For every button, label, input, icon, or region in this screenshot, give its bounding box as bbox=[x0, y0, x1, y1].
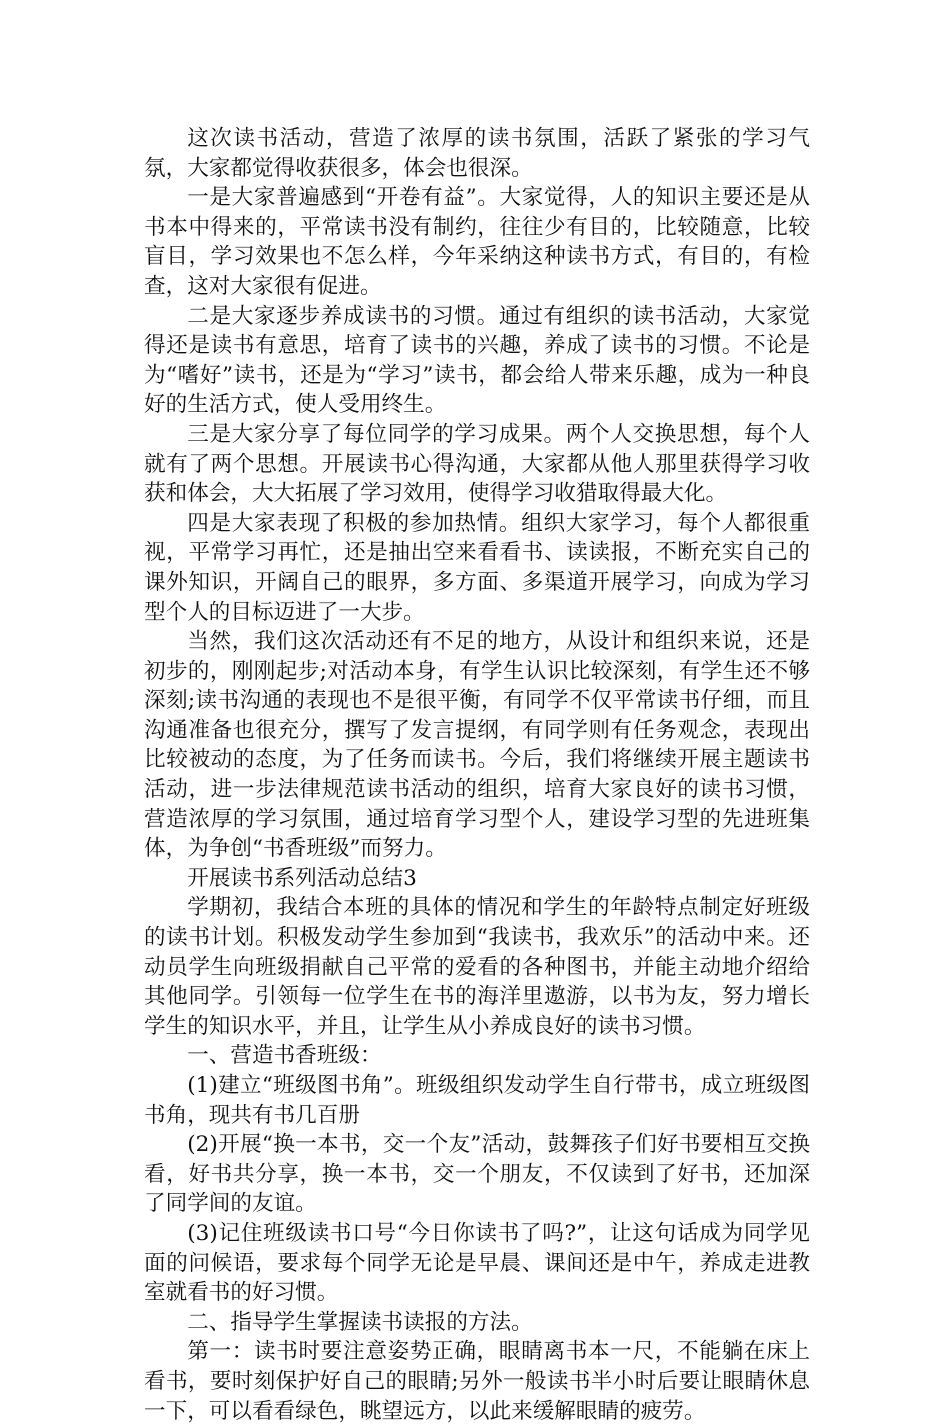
paragraph-reading-posture: 第一：读书时要注意姿势正确，眼睛离书本一尺，不能躺在床上看书，要时刻保护好自己的眼睛;另外一般读书半小时后要让眼睛休息一下，可以看看绿色，眺望远方，以此来缓解眼睛的疲劳。 bbox=[144, 1339, 810, 1424]
paragraph-point-two: 二是大家逐步养成读书的习惯。通过有组织的读书活动，大家觉得还是读书有意思，培育了读书的兴趣，养成了读书的习惯。不论是为“嗜好”读书，还是为“学习”读书，都会给人带来乐趣，成为一种良好的生活方式，使人受用终生。 bbox=[144, 303, 810, 418]
paragraph-point-four: 四是大家表现了积极的参加热情。组织大家学习，每个人都很重视，平常学习再忙，还是抽出空来看看书、读读报，不断充实自己的课外知识，开阔自己的眼界，多方面、多渠道开展学习，向成为学习型个人的目标迈进了一大步。 bbox=[144, 510, 810, 625]
paragraph-semester-plan: 学期初，我结合本班的具体的情况和学生的年龄特点制定好班级的读书计划。积极发动学生参加到“我读书，我欢乐”的活动中来。还动员学生向班级捐献自己平常的爱看的各种图书，并能主动地介绍给其他同学。引领每一位学生在书的海洋里遨游，以书为友，努力增长学生的知识水平，并且，让学生从小养成良好的读书习惯。 bbox=[144, 895, 810, 1039]
subheading-one: 一、营造书香班级： bbox=[187, 1043, 382, 1069]
list-item-slogan: (3)记住班级读书口号“今日你读书了吗?”，让这句话成为同学见面的问候语，要求每个同学无论是早晨、课间还是中午，养成走进教室就看书的好习惯。 bbox=[144, 1220, 810, 1306]
subheading-two: 二、指导学生掌握读书读报的方法。 bbox=[187, 1309, 533, 1335]
section-heading: 开展读书系列活动总结3 bbox=[187, 865, 417, 891]
document-body bbox=[144, 124, 810, 1426]
paragraph-point-three: 三是大家分享了每位同学的学习成果。两个人交换思想，每个人就有了两个思想。开展读书心得沟通，大家都从他人那里获得学习收获和体会，大大拓展了学习效用，使得学习收猎取得最大化。 bbox=[144, 421, 810, 507]
paragraph-shortcomings: 当然，我们这次活动还有不足的地方，从设计和组织来说，还是初步的，刚刚起步;对活动本身，有学生认识比较深刻，有学生还不够深刻;读书沟通的表现也不是很平衡，有同学不仅平常读书仔细，而且沟通准备也很充分，撰写了发言提纲，有同学则有任务观念，表现出比较被动的态度，为了任务而读书。今后，我们将继续开展主题读书活动，进一步法律规范读书活动的组织，培育大家良好的读书习惯，营造浓厚的学习氛围，通过培育学习型个人，建设学习型的先进班集体，为争创“书香班级”而努力。 bbox=[144, 629, 810, 862]
list-item-book-exchange: (2)开展“换一本书，交一个友”活动，鼓舞孩子们好书要相互交换看，好书共分享，换一本书，交一个朋友，不仅读到了好书，还加深了同学间的友谊。 bbox=[144, 1132, 810, 1217]
paragraph-point-one: 一是大家普遍感到“开卷有益”。大家觉得，人的知识主要还是从书本中得来的，平常读书没有制约，往往少有目的，比较随意，比较盲目，学习效果也不怎么样，今年采纳这种读书方式，有目的，有检查，这对大家很有促进。 bbox=[144, 185, 810, 299]
paragraph-intro: 这次读书活动，营造了浓厚的读书氛围，活跃了紧张的学习气氛，大家都觉得收获很多，体会也很深。 bbox=[144, 126, 810, 181]
list-item-book-corner: (1)建立“班级图书角”。班级组织发动学生自行带书，成立班级图书角，现共有书几百册 bbox=[144, 1073, 810, 1128]
